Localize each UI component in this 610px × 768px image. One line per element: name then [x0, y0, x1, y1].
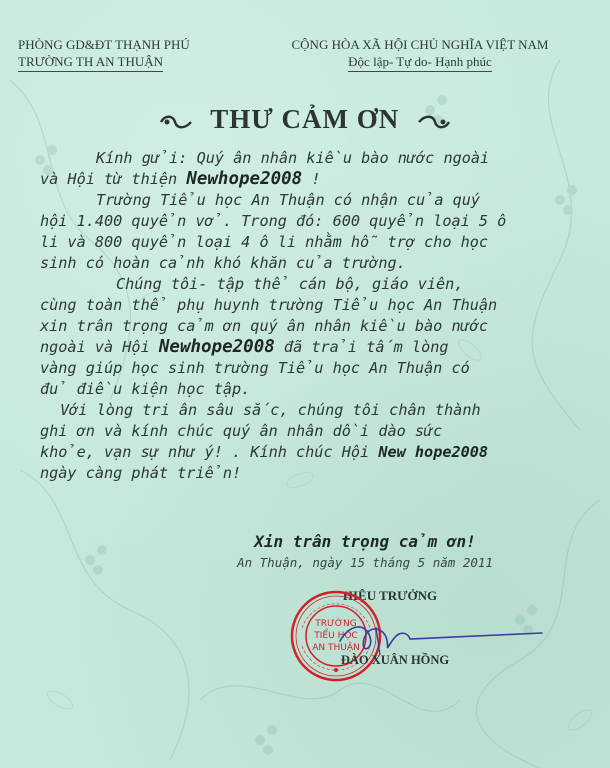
- letter-title: THƯ CẢM ƠN: [210, 104, 400, 134]
- salutation-line: Kính gửi: Quý ân nhân kiều bào nước ngoài: [96, 149, 490, 167]
- paragraph-donation-line: li và 800 quyển loại 4 ô li nhằm hỗ trợ cho học: [40, 233, 489, 251]
- date-line: An Thuận, ngày 15 tháng 5 năm 2011: [237, 555, 493, 570]
- paragraph-thanks-line: vàng giúp học sinh trường Tiểu học An Thuận có: [40, 359, 470, 377]
- paragraph-donation-line: hội 1.400 quyển vở. Trong đó: 600 quyển loại 5 ô: [40, 212, 507, 230]
- svg-text:AN THUẬN: AN THUẬN: [312, 643, 360, 653]
- paragraph-wishes-line: ghi ơn và kính chúc quý ân nhân dồi dào sức: [40, 422, 443, 440]
- header-right: [250, 36, 590, 72]
- right-ornament-icon: [417, 114, 451, 130]
- svg-text:TIỂU HỌC: TIỂU HỌC: [314, 631, 358, 641]
- paragraph-wishes-line: ngày càng phát triển!: [40, 464, 242, 482]
- paragraph-thanks-line: xin trân trọng cảm ơn quý ân nhân kiều bào nước: [40, 317, 489, 335]
- left-ornament-icon: [159, 114, 193, 130]
- letter-title-row: [0, 104, 610, 135]
- country-name: CỘNG HÒA XÃ HỘI CHỦ NGHĨA VIỆT NAM: [291, 37, 549, 52]
- text-span: !: [302, 170, 321, 188]
- text-span: đã trải tấm lòng: [274, 338, 449, 356]
- paragraph-donation-line: sinh có hoàn cảnh khó khăn của trường.: [40, 254, 406, 272]
- school-name: TRƯỜNG TH AN THUẬN: [18, 53, 163, 72]
- organization-name: Newhope2008: [158, 337, 275, 357]
- principal-name: ĐÀO XUÂN HỒNG: [340, 653, 450, 667]
- header-left: [18, 36, 248, 72]
- paragraph-thanks: Chúng tôi- tập thể cán bộ, giáo viên,: [116, 275, 464, 293]
- paragraph-donation: Trường Tiểu học An Thuận có nhận của quý: [96, 191, 481, 209]
- organization-name: Newhope2008: [186, 169, 303, 189]
- salutation-line-2: [40, 169, 590, 190]
- paragraph-thanks-line: cùng toàn thể phụ huynh trường Tiểu học An Thuận: [40, 296, 498, 314]
- paragraph-thanks-line: [40, 337, 590, 358]
- closing-line: Xin trân trọng cảm ơn!: [254, 532, 476, 551]
- text-span: ngoài và Hội: [40, 338, 159, 356]
- paragraph-wishes-line: [40, 442, 590, 463]
- organization-name: New hope2008: [378, 443, 489, 461]
- national-motto: Độc lập- Tự do- Hạnh phúc: [348, 53, 492, 72]
- text-span: và Hội từ thiện: [40, 170, 187, 188]
- letter-body: [40, 148, 590, 484]
- paragraph-thanks-line: đủ điều kiện học tập.: [40, 380, 251, 398]
- department-name: PHÒNG GD&ĐT THẠNH PHÚ: [18, 37, 190, 52]
- principal-title: HIỆU TRƯỞNG: [342, 588, 438, 603]
- paragraph-wishes: Với lòng tri ân sâu sắc, chúng tôi chân thành: [60, 401, 481, 419]
- svg-text:TRƯỜNG: TRƯỜNG: [315, 619, 357, 629]
- text-span: khỏe, vạn sự như ý! . Kính chúc Hội: [40, 443, 379, 461]
